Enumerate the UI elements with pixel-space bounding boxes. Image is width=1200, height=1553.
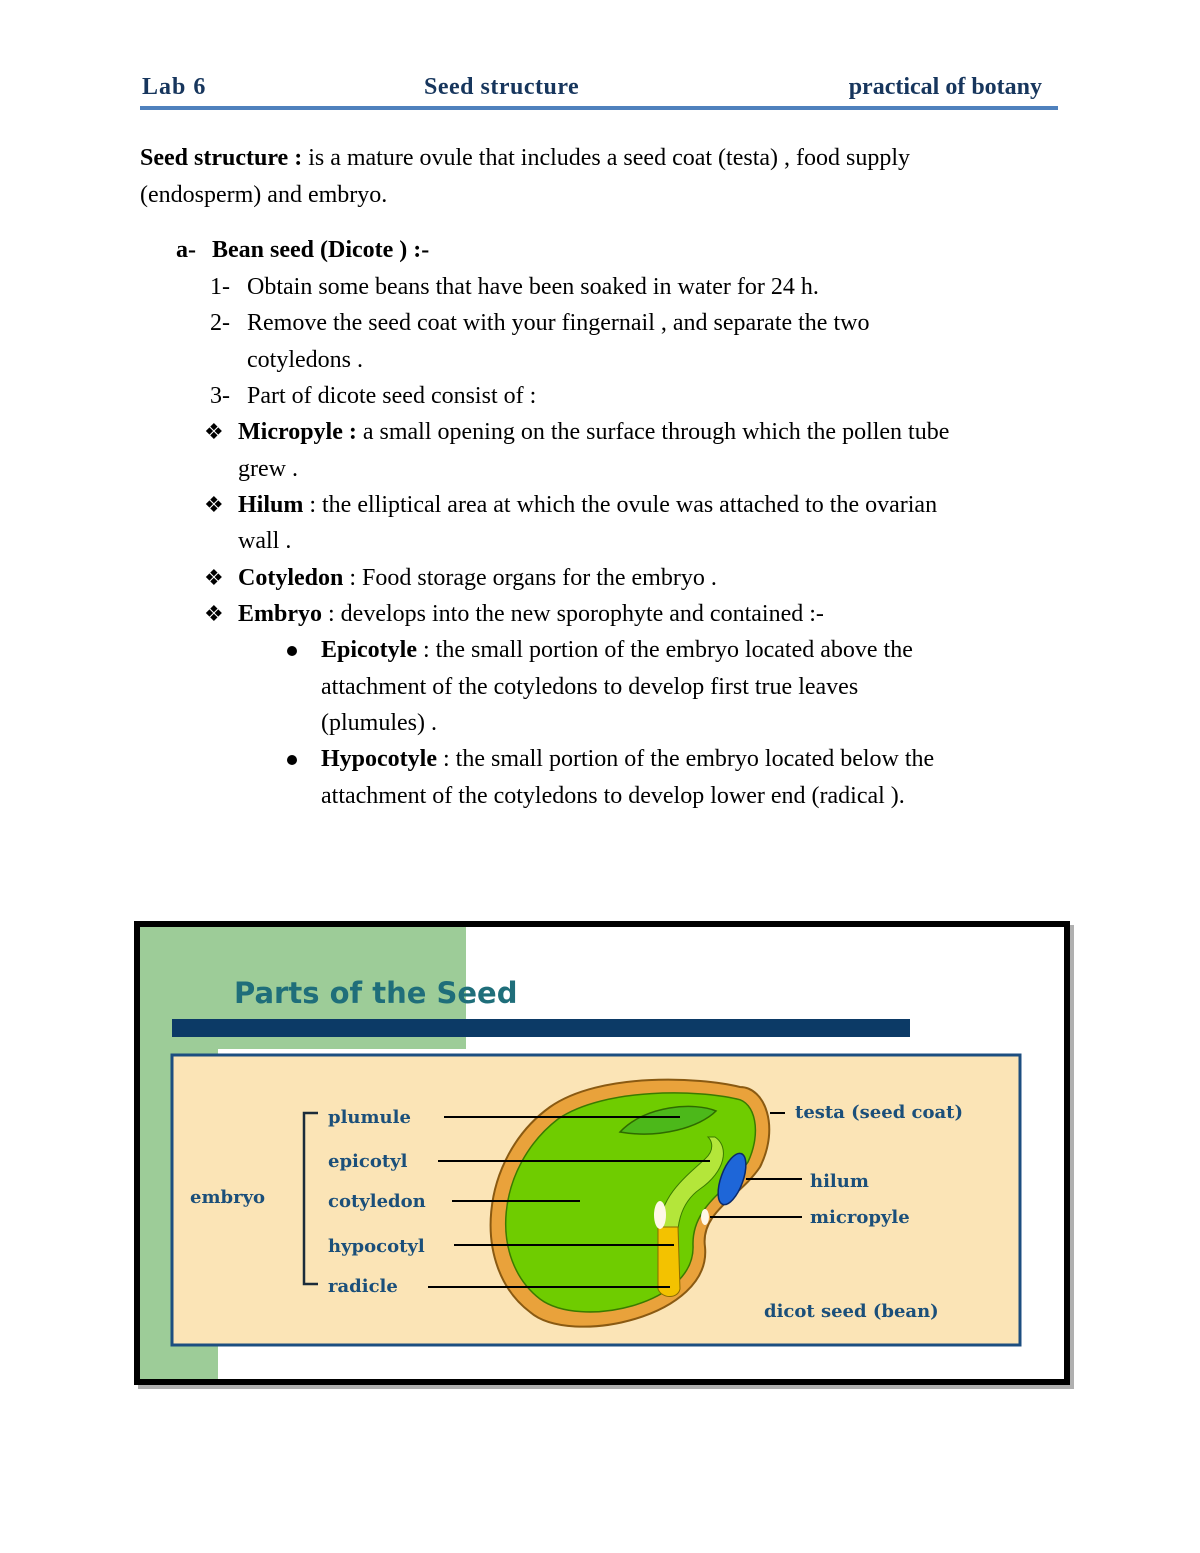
label-cotyledon: cotyledon: [328, 1191, 426, 1212]
label-embryo: embryo: [190, 1187, 266, 1208]
label-epicotyl: epicotyl: [328, 1151, 408, 1172]
section-marker: a-: [176, 237, 196, 263]
diamond-bullet-icon: ❖: [204, 565, 224, 590]
header-lab-number: Lab 6: [142, 74, 207, 100]
micropyle-gap-shape: [701, 1209, 709, 1225]
title-bar-cap: [172, 1019, 190, 1037]
seed-diagram: [140, 927, 1064, 1379]
label-testa: testa (seed coat): [795, 1102, 964, 1123]
part-embryo: Embryo : develops into the new sporophyte and contained :-: [238, 601, 824, 627]
label-hypocotyl: hypocotyl: [328, 1236, 425, 1257]
label-radicle: radicle: [328, 1276, 398, 1297]
step-2-text: Remove the seed coat with your fingernail , and separate the two: [247, 310, 870, 336]
part-hilum-cont: wall .: [238, 528, 292, 554]
step-3-text: Part of dicote seed consist of :: [247, 383, 537, 409]
part-micropyle: Micropyle : a small opening on the surface through which the pollen tube: [238, 419, 950, 445]
embryo-hypocotyle-cont: attachment of the cotyledons to develop lower end (radical ).: [321, 783, 905, 809]
bullet-dot-icon: [287, 646, 297, 656]
embryo-epicotyle-cont-1: attachment of the cotyledons to develop first true leaves: [321, 674, 859, 700]
bullet-dot-icon: [287, 755, 297, 765]
step-3-number: 3-: [210, 383, 230, 409]
embryo-epicotyle-cont-2: (plumules) .: [321, 710, 437, 736]
intro-line-1: [140, 140, 910, 176]
gap-shape: [654, 1201, 666, 1229]
diamond-bullet-icon: ❖: [204, 601, 224, 626]
label-micropyle: micropyle: [810, 1207, 910, 1228]
label-hilum: hilum: [810, 1171, 869, 1192]
diamond-bullet-icon: ❖: [204, 419, 224, 444]
diamond-bullet-icon: ❖: [204, 492, 224, 517]
label-plumule: plumule: [328, 1107, 411, 1128]
intro-term: Seed structure :: [140, 145, 303, 171]
step-1-number: 1-: [210, 274, 230, 300]
part-hilum: Hilum : the elliptical area at which the ovule was attached to the ovarian: [238, 492, 938, 518]
embryo-epicotyle: Epicotyle : the small portion of the embryo located above the: [321, 637, 913, 663]
header-topic: Seed structure: [424, 74, 580, 100]
step-1-text: Obtain some beans that have been soaked in water for 24 h.: [247, 274, 819, 300]
seed-figure: [134, 921, 1070, 1385]
intro-line-2: (endosperm) and embryo.: [140, 182, 388, 208]
section-title: Bean seed (Dicote ) :-: [212, 237, 430, 263]
figure-caption: dicot seed (bean): [764, 1301, 939, 1322]
step-2-text-cont: cotyledons .: [247, 347, 363, 373]
embryo-hypocotyle: Hypocotyle : the small portion of the embryo located below the: [321, 746, 935, 772]
part-cotyledon: Cotyledon : Food storage organs for the embryo .: [238, 565, 717, 591]
step-2-number: 2-: [210, 310, 230, 336]
header-course: practical of botany: [848, 74, 1042, 100]
figure-title: Parts of the Seed: [234, 976, 518, 1010]
intro-text: is a mature ovule that includes a seed coat (testa) , food supply: [302, 145, 911, 171]
part-micropyle-cont: grew .: [238, 456, 298, 482]
title-bar: [172, 1019, 910, 1037]
page-header: [140, 70, 1058, 110]
